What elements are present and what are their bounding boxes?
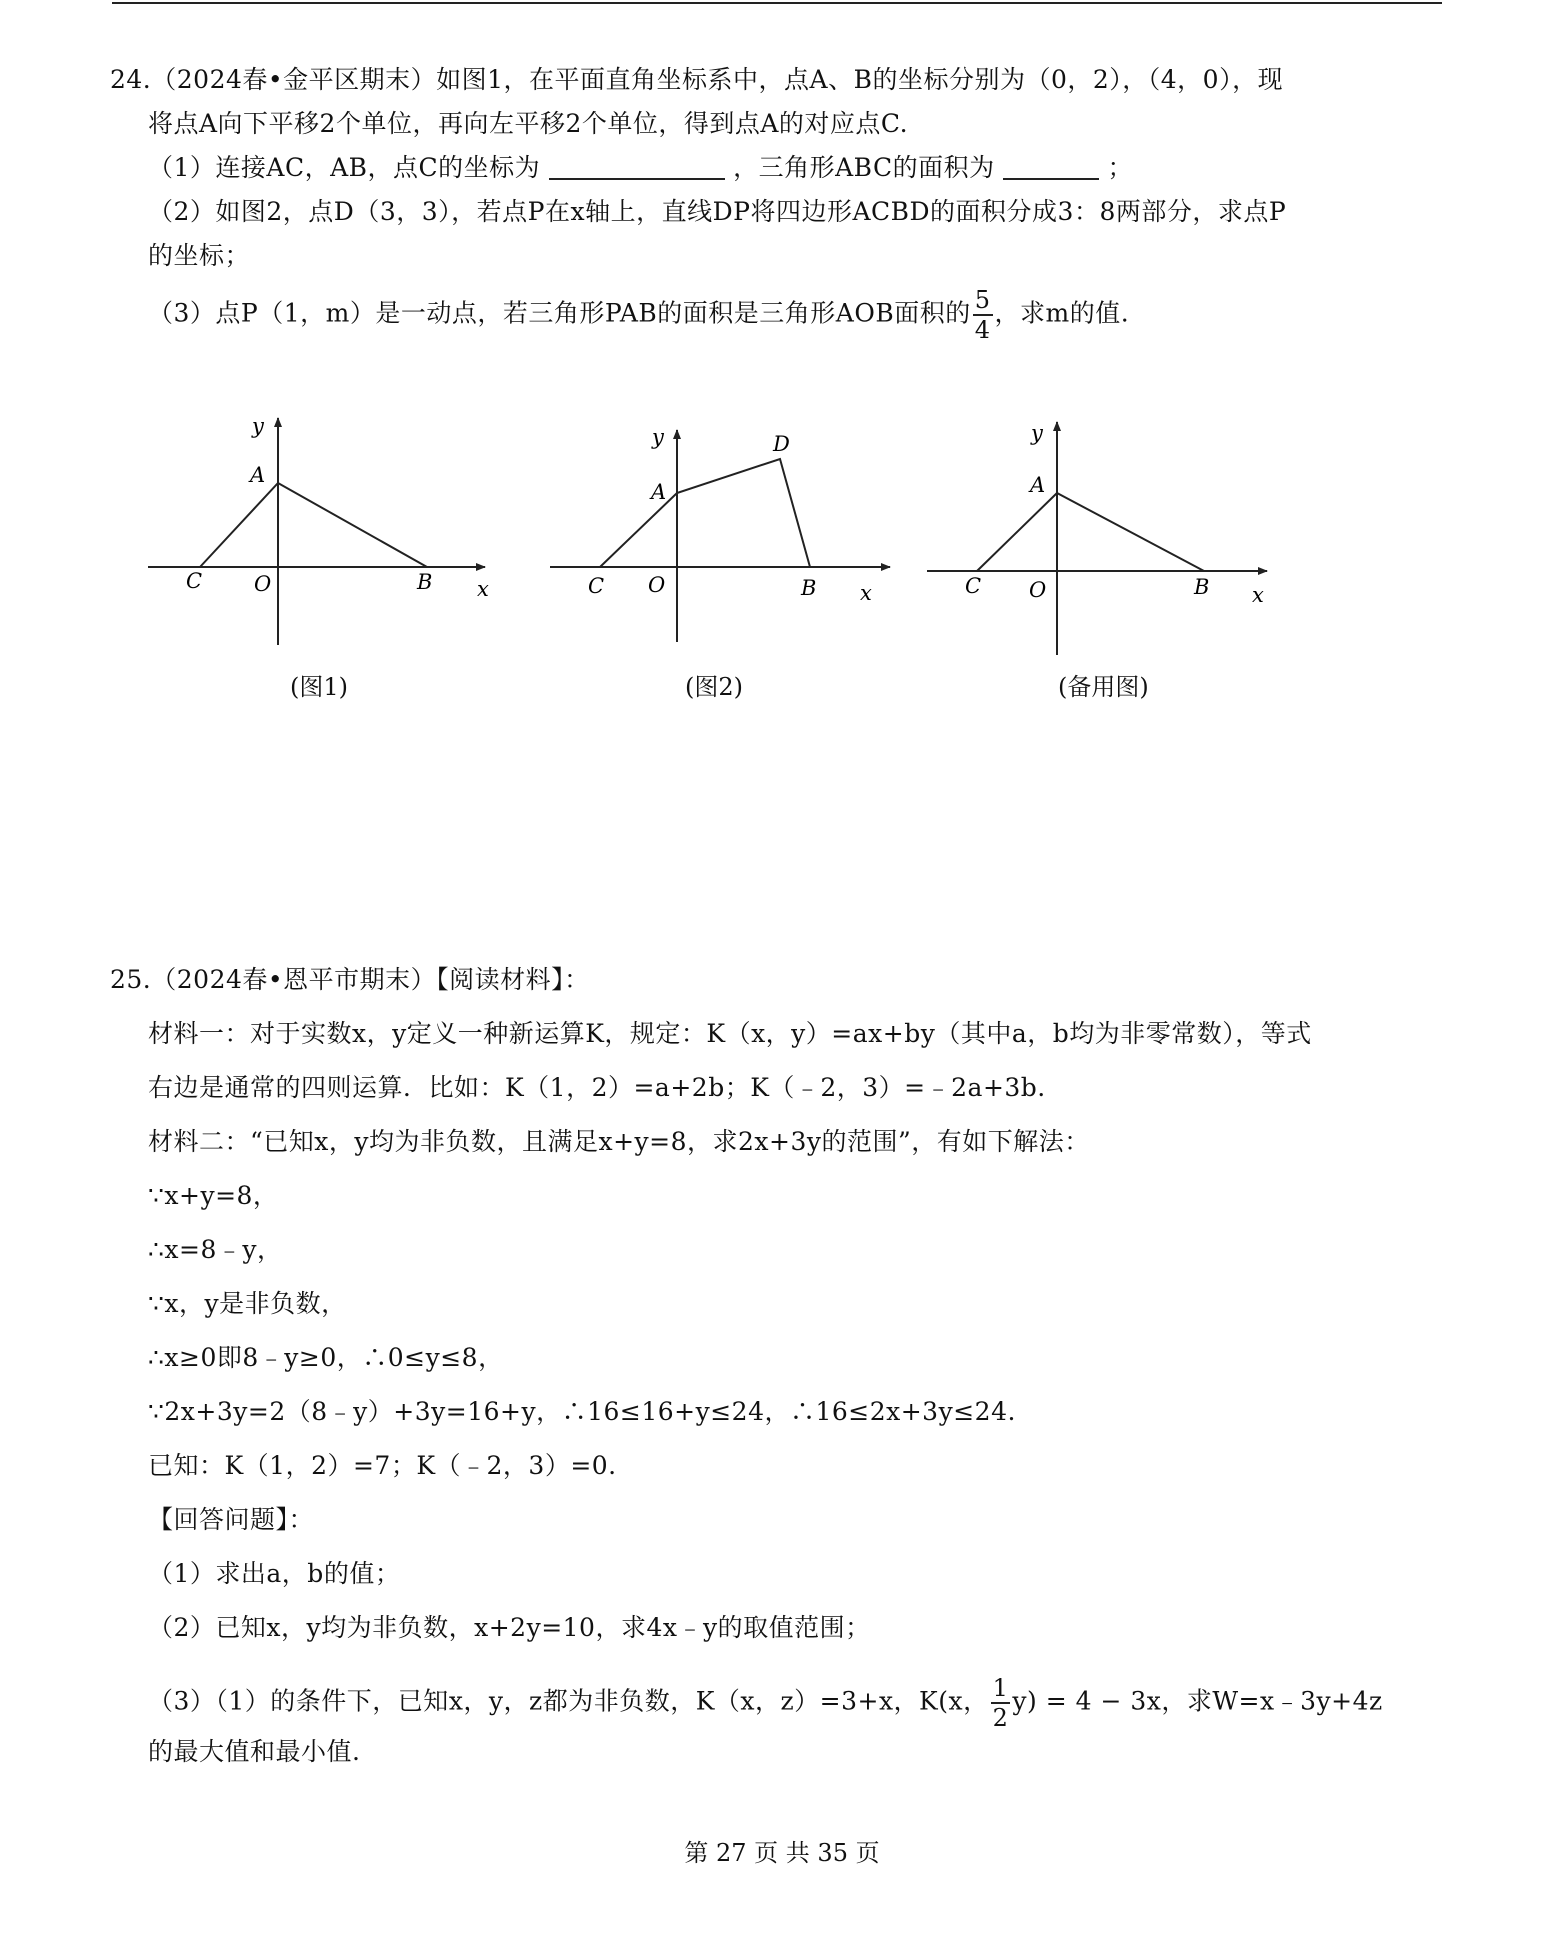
q24-part1-text-b: ，三角形ABC的面积为 bbox=[733, 153, 995, 182]
q24-stem-1: （2024春•金平区期末）如图1，在平面直角坐标系中，点A、B的坐标分别为（0，2），（4，0），现 bbox=[151, 65, 1284, 94]
figure-backup-caption: (备用图) bbox=[1058, 673, 1149, 701]
label-c: C bbox=[965, 574, 982, 598]
triangle-edges bbox=[977, 493, 1204, 571]
q24-part1-text-a: （1）连接AC，AB，点C的坐标为 bbox=[148, 153, 541, 182]
fraction-one-half bbox=[991, 1674, 1011, 1732]
q25-step4: ∴x≥0即8﹣y≥0，∴0≤y≤8， bbox=[148, 1343, 504, 1372]
label-o: O bbox=[648, 573, 666, 597]
q25-part3-line2: 的最大值和最小值. bbox=[148, 1737, 361, 1766]
label-o: O bbox=[1029, 578, 1047, 602]
q25-answer-header: 【回答问题】： bbox=[148, 1505, 315, 1534]
q24-line1 bbox=[110, 64, 1283, 96]
q24-part2-line1: （2）如图2，点D（3，3），若点P在x轴上，直线DP将四边形ACBD的面积分成3：8两部分，求点P bbox=[148, 197, 1287, 226]
q25-step2: ∴x=8﹣y， bbox=[148, 1235, 283, 1264]
figure-backup bbox=[922, 410, 1282, 660]
q24-part3 bbox=[148, 286, 1129, 344]
label-y: y bbox=[652, 425, 664, 449]
q25-step1: ∵x+y=8， bbox=[148, 1181, 279, 1210]
label-x: x bbox=[860, 581, 872, 605]
page-footer: 第 27 页 共 35 页 bbox=[684, 1839, 880, 1867]
q25-part3-text-b: y) = 4 − 3x，求W=x﹣3y+4z bbox=[1012, 1686, 1383, 1716]
label-a: A bbox=[1030, 473, 1046, 497]
label-c: C bbox=[186, 569, 203, 593]
figure-1 bbox=[140, 410, 500, 660]
q25-step5: ∵2x+3y=2（8﹣y）+3y=16+y，∴16≤16+y≤24，∴16≤2x+3y≤24. bbox=[148, 1397, 1016, 1426]
label-c: C bbox=[588, 574, 605, 598]
label-x: x bbox=[477, 577, 489, 601]
quadrilateral-edges bbox=[600, 459, 810, 567]
q24-part3-text-b: ，求m的值. bbox=[994, 298, 1130, 328]
fraction-denominator: 2 bbox=[992, 1704, 1009, 1732]
label-a: A bbox=[250, 463, 266, 487]
q25-title: （2024春•恩平市期末）【阅读材料】： bbox=[151, 965, 590, 994]
q25-part2: （2）已知x，y均为非负数，x+2y=10，求4x﹣y的取值范围； bbox=[148, 1613, 871, 1642]
q25-known: 已知：K（1，2）=7；K（﹣2，3）=0. bbox=[148, 1451, 617, 1480]
q24-part1 bbox=[148, 152, 1133, 184]
answer-blank-area bbox=[1003, 154, 1099, 180]
q24-stem-2: 将点A向下平移2个单位，再向左平移2个单位，得到点A的对应点C. bbox=[148, 109, 909, 138]
triangle-edges bbox=[200, 483, 427, 567]
q25-part3-text-a: （3）（1）的条件下，已知x，y，z都为非负数，K（x，z）=3+x，K(x， bbox=[148, 1686, 989, 1716]
figure-2-caption: (图2) bbox=[685, 673, 743, 701]
q24-part2-line2: 的坐标； bbox=[148, 241, 251, 270]
label-d: D bbox=[773, 432, 790, 456]
label-b: B bbox=[801, 576, 817, 600]
q24-part1-text-c: ； bbox=[1107, 153, 1134, 182]
q24-number: 24. bbox=[110, 65, 152, 94]
q25-part3-line1 bbox=[148, 1674, 1383, 1732]
q25-material1-line1: 材料一：对于实数x，y定义一种新运算K，规定：K（x，y）=ax+by（其中a，b均为非零常数），等式 bbox=[148, 1019, 1312, 1048]
figure-1-caption: (图1) bbox=[290, 673, 348, 701]
label-y: y bbox=[1031, 421, 1043, 445]
q25-material1-line2: 右边是通常的四则运算．比如：K（1，2）=a+2b；K（﹣2，3）=﹣2a+3b. bbox=[148, 1073, 1046, 1102]
label-b: B bbox=[1194, 575, 1210, 599]
label-x: x bbox=[1252, 583, 1264, 607]
q25-number: 25. bbox=[110, 965, 152, 994]
fraction-denominator: 4 bbox=[974, 316, 991, 344]
q25-material2: 材料二：“已知x，y均为非负数，且满足x+y=8，求2x+3y的范围”，有如下解法： bbox=[148, 1127, 1090, 1156]
top-rule bbox=[112, 2, 1442, 4]
label-y: y bbox=[252, 414, 264, 438]
label-a: A bbox=[651, 480, 667, 504]
q24-part3-text-a: （3）点P（1，m）是一动点，若三角形PAB的面积是三角形AOB面积的 bbox=[148, 298, 971, 328]
q25-title-line bbox=[110, 964, 590, 996]
figure-2 bbox=[545, 410, 905, 660]
label-o: O bbox=[254, 572, 272, 596]
fraction-numerator: 5 bbox=[974, 286, 991, 314]
q25-step3: ∵x，y是非负数， bbox=[148, 1289, 347, 1318]
fraction-five-quarters bbox=[973, 286, 993, 344]
fraction-numerator: 1 bbox=[992, 1674, 1009, 1702]
q25-part1: （1）求出a，b的值； bbox=[148, 1559, 401, 1588]
answer-blank-c bbox=[549, 154, 725, 180]
label-b: B bbox=[417, 570, 433, 594]
